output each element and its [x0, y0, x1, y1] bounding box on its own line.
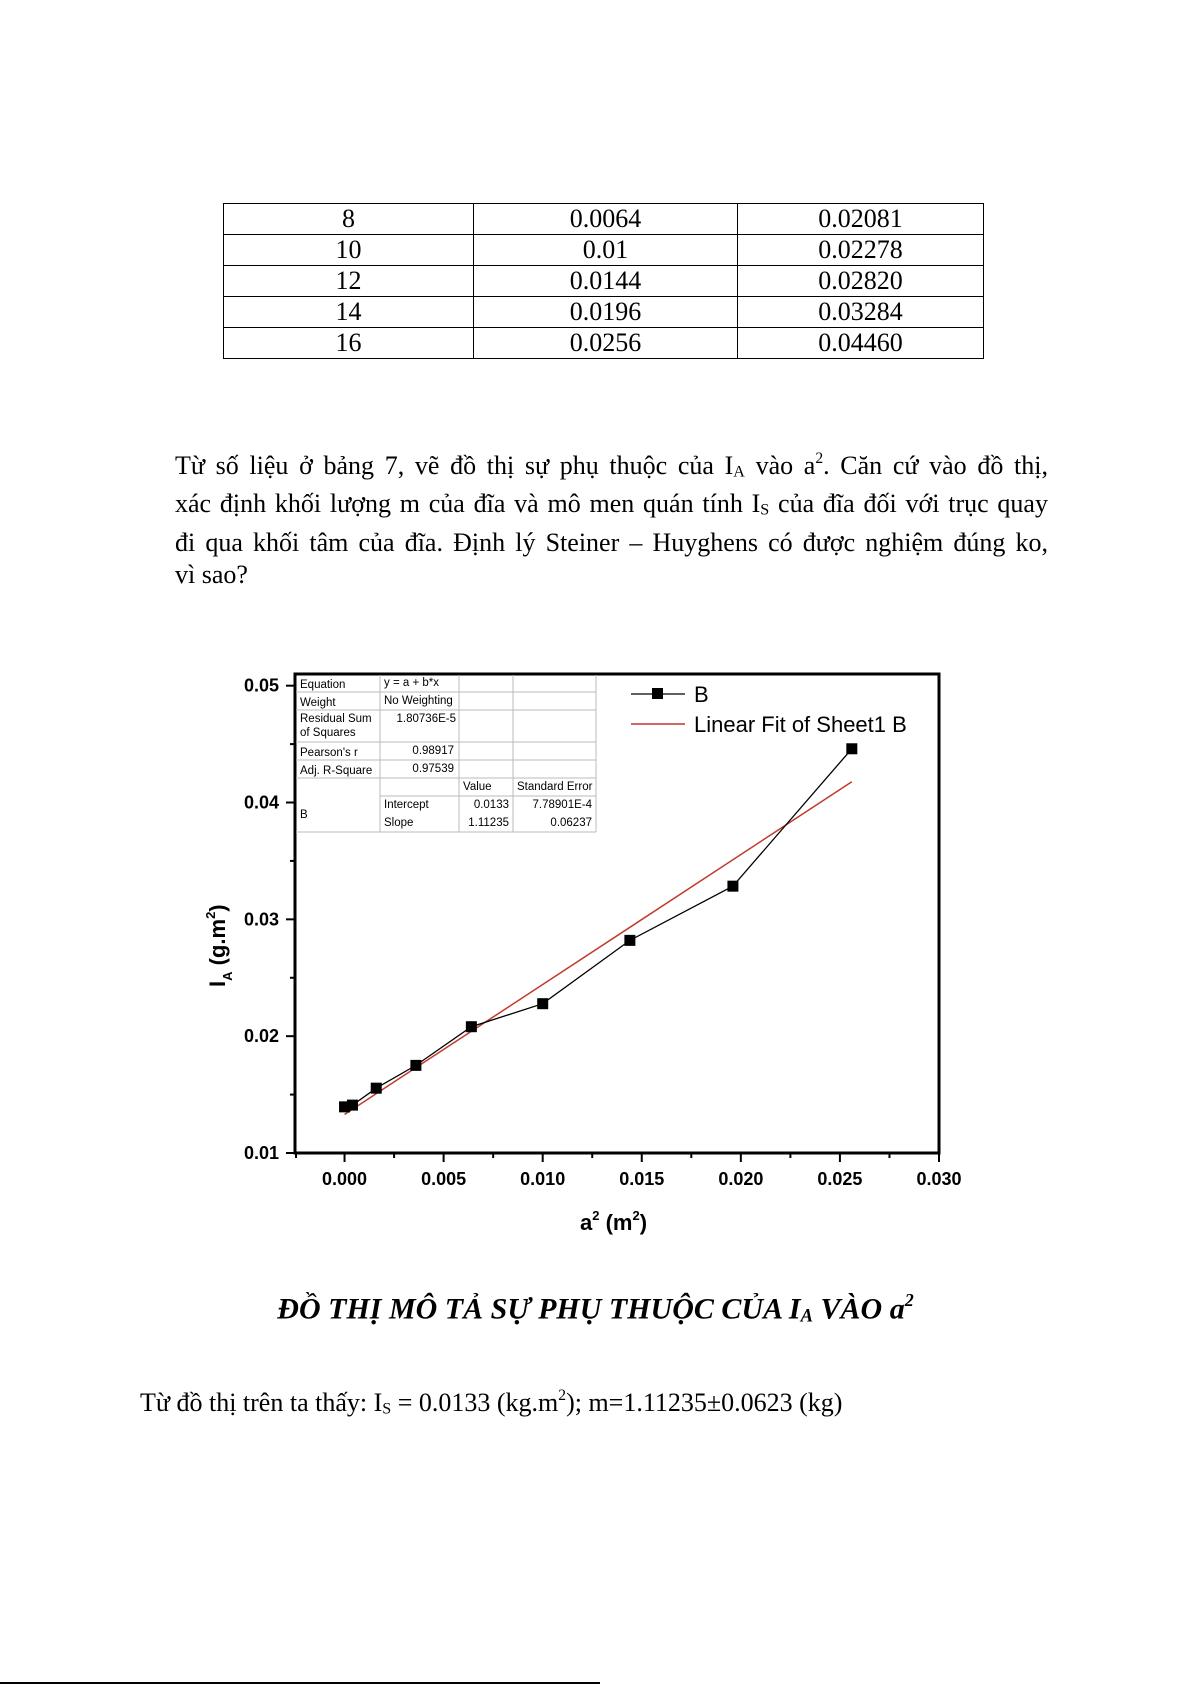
fit-value-weight: No Weighting [384, 695, 453, 707]
table-cell: 10 [224, 235, 474, 266]
paragraph-line-3: đi qua khối tâm của đĩa. Định lý Steiner – Huyghens có được nghiệm đúng ko, [175, 527, 1048, 557]
conclusion-text: Từ đồ thị trên ta thấy: IS = 0.0133 $(kg.m^2)$; m=1.11235±0.0623 (kg) [140, 1387, 843, 1418]
y-tick-label: 0.04 [243, 792, 279, 813]
x-tick-label: 0.025 [817, 1169, 863, 1189]
data-point [727, 881, 738, 892]
table-cell: 8 [224, 204, 474, 235]
y-tick-label: 0.05 [243, 675, 279, 696]
fit-value-adj-r-square: 0.97539 [412, 763, 454, 775]
table-cell: 0.02081 [738, 204, 984, 235]
data-point [410, 1060, 421, 1071]
table-cell: 0.02820 [738, 266, 984, 297]
fit-error-intercept: 7.78901E-4 [532, 799, 592, 811]
plot-frame [295, 674, 939, 1153]
y-tick-label: 0.03 [243, 909, 279, 930]
chart-legend [631, 682, 907, 737]
fit-value-equation: y = a + b*x [384, 677, 439, 689]
x-tick-label: 0.005 [421, 1169, 467, 1189]
y-axis-label: $I_A$ $(g.m^2)$ [203, 904, 235, 987]
table-cell: 16 [224, 328, 474, 359]
fit-label-weight: Weight [300, 697, 336, 709]
legend-marker-b [652, 688, 663, 699]
fit-label-adj-r-square: Adj. R-Square [300, 765, 373, 777]
fit-label-rss: Residual Sum of Squares [300, 713, 372, 739]
x-tick-label: 0.000 [322, 1169, 368, 1189]
paragraph-line-2: xác định khối lượng m của đĩa và mô men quán tính IS của đĩa đối với trục quay [175, 489, 1048, 519]
y-tick-label: 0.01 [243, 1143, 279, 1163]
fit-value-rss: 1.80736E-5 [396, 713, 456, 725]
fit-group-label: B [300, 809, 308, 821]
table-cell: 0.0196 [474, 297, 738, 328]
table-cell: 0.0064 [474, 204, 738, 235]
paragraph-line-4: vì sao? [175, 559, 248, 589]
chart-caption: ĐỒ THỊ MÔ TẢ SỰ PHỤ THUỘC CỦA IA VÀO $a^2$ [277, 1290, 914, 1327]
table-cell: 0.02278 [738, 235, 984, 266]
fit-header-value: Value [463, 781, 492, 793]
table-cell: 0.01 [474, 235, 738, 266]
data-point [537, 998, 548, 1009]
x-tick-label: 0.030 [916, 1169, 962, 1189]
fit-header-error: Standard Error [517, 781, 593, 793]
fit-label-pearson: Pearson's r [300, 747, 358, 759]
table-cell: 0.0256 [474, 328, 738, 359]
data-point [624, 935, 635, 946]
x-tick-label: 0.015 [619, 1169, 665, 1189]
table-cell: 14 [224, 297, 474, 328]
table-cell: 12 [224, 266, 474, 297]
fit-value-slope: 1.11235 [468, 817, 509, 829]
data-point [371, 1083, 382, 1094]
x-axis-label: $a^2$ $(m^2)$ [580, 1208, 648, 1235]
fit-results-table [296, 675, 596, 832]
fit-label-equation: Equation [300, 679, 346, 691]
fit-param-intercept: Intercept [384, 799, 429, 811]
data-point [846, 743, 857, 754]
y-tick-label: 0.02 [243, 1026, 279, 1047]
x-tick-label: 0.010 [520, 1169, 566, 1189]
fit-param-slope: Slope [384, 817, 414, 829]
fit-value-intercept: 0.0133 [473, 799, 509, 811]
fit-value-pearson: 0.98917 [412, 745, 454, 757]
table-cell: 0.0144 [474, 266, 738, 297]
footer-rule [0, 1682, 600, 1684]
x-tick-label: 0.020 [718, 1169, 764, 1189]
table-cell: 0.04460 [738, 328, 984, 359]
fit-error-slope: 0.06237 [550, 817, 592, 829]
legend-label-fit: Linear Fit of Sheet1 B [694, 712, 907, 737]
legend-label-b: B [694, 682, 709, 707]
table-cell: 0.03284 [738, 297, 984, 328]
data-point [466, 1021, 477, 1032]
paragraph-line-1: Từ số liệu ở bảng 7, vẽ đồ thị sự phụ thuộc của IA vào $a^2$. Căn cứ vào đồ thị, [175, 450, 1048, 481]
data-point [347, 1100, 358, 1111]
